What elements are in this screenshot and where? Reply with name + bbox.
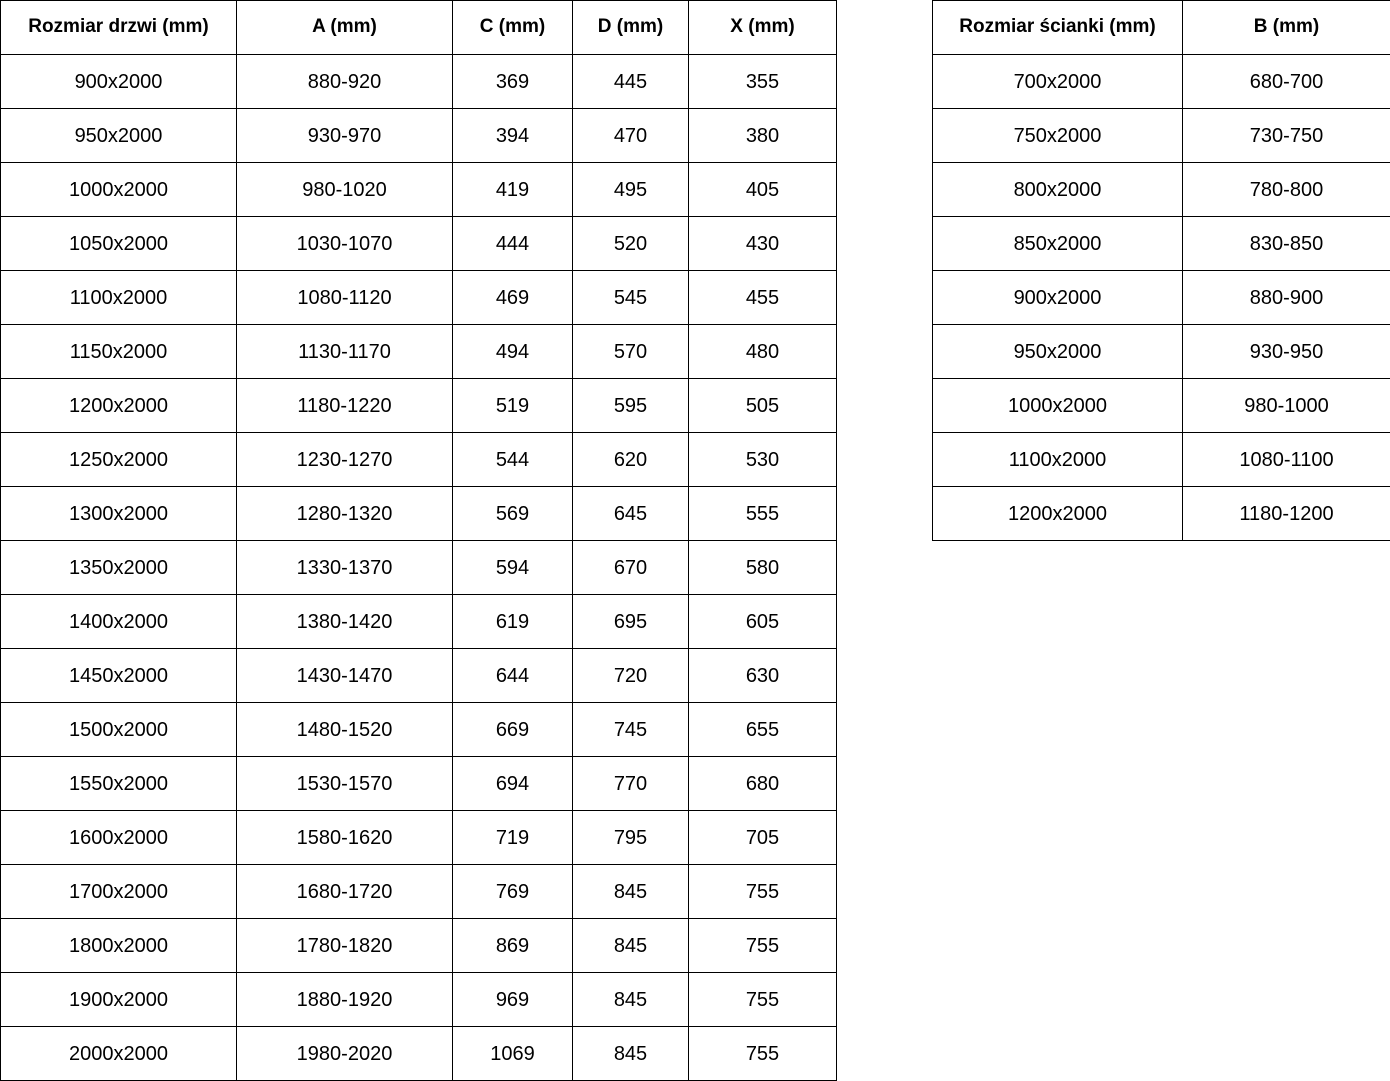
table-row xyxy=(1,865,837,919)
table-cell: 730-750 xyxy=(1183,109,1390,163)
table-cell: 930-970 xyxy=(237,109,453,163)
table-row xyxy=(1,919,837,973)
table-cell: 495 xyxy=(573,163,689,217)
column-header-x: X (mm) xyxy=(689,1,837,55)
table-cell: 520 xyxy=(573,217,689,271)
table-cell: 569 xyxy=(453,487,573,541)
table-cell: 755 xyxy=(689,865,837,919)
column-header-d: D (mm) xyxy=(573,1,689,55)
table-cell: 900x2000 xyxy=(1,55,237,109)
table-cell: 745 xyxy=(573,703,689,757)
table-cell: 1230-1270 xyxy=(237,433,453,487)
table-cell: 720 xyxy=(573,649,689,703)
table-row xyxy=(1,703,837,757)
table-row xyxy=(933,487,1390,541)
wall-table-head xyxy=(933,1,1390,55)
table-cell: 755 xyxy=(689,973,837,1027)
table-cell: 1980-2020 xyxy=(237,1027,453,1081)
table-cell: 880-920 xyxy=(237,55,453,109)
table-cell: 700x2000 xyxy=(933,55,1183,109)
table-cell: 1900x2000 xyxy=(1,973,237,1027)
table-cell: 770 xyxy=(573,757,689,811)
table-cell: 1050x2000 xyxy=(1,217,237,271)
table-cell: 900x2000 xyxy=(933,271,1183,325)
table-cell: 469 xyxy=(453,271,573,325)
column-header-rozmiar-scianki: Rozmiar ścianki (mm) xyxy=(933,1,1183,55)
table-cell: 644 xyxy=(453,649,573,703)
table-row xyxy=(1,433,837,487)
table-row xyxy=(1,163,837,217)
table-row xyxy=(933,55,1390,109)
table-cell: 580 xyxy=(689,541,837,595)
table-cell: 394 xyxy=(453,109,573,163)
table-cell: 1350x2000 xyxy=(1,541,237,595)
table-cell: 570 xyxy=(573,325,689,379)
table-cell: 869 xyxy=(453,919,573,973)
table-cell: 1180-1220 xyxy=(237,379,453,433)
table-cell: 750x2000 xyxy=(933,109,1183,163)
table-row xyxy=(1,595,837,649)
table-header-row xyxy=(1,1,837,55)
table-cell: 369 xyxy=(453,55,573,109)
table-row xyxy=(1,55,837,109)
table-cell: 619 xyxy=(453,595,573,649)
table-cell: 845 xyxy=(573,919,689,973)
table-cell: 480 xyxy=(689,325,837,379)
table-cell: 930-950 xyxy=(1183,325,1390,379)
table-cell: 780-800 xyxy=(1183,163,1390,217)
table-cell: 419 xyxy=(453,163,573,217)
table-cell: 1000x2000 xyxy=(933,379,1183,433)
table-cell: 630 xyxy=(689,649,837,703)
table-cell: 1880-1920 xyxy=(237,973,453,1027)
table-cell: 755 xyxy=(689,919,837,973)
table-row xyxy=(1,1027,837,1081)
table-header-row xyxy=(933,1,1390,55)
table-row xyxy=(1,271,837,325)
table-cell: 1100x2000 xyxy=(933,433,1183,487)
table-cell: 1130-1170 xyxy=(237,325,453,379)
table-row xyxy=(1,757,837,811)
table-cell: 1030-1070 xyxy=(237,217,453,271)
table-cell: 1069 xyxy=(453,1027,573,1081)
table-row xyxy=(933,433,1390,487)
table-cell: 719 xyxy=(453,811,573,865)
table-cell: 1080-1120 xyxy=(237,271,453,325)
table-row xyxy=(1,973,837,1027)
table-cell: 1100x2000 xyxy=(1,271,237,325)
table-cell: 645 xyxy=(573,487,689,541)
table-cell: 755 xyxy=(689,1027,837,1081)
table-cell: 1330-1370 xyxy=(237,541,453,595)
table-cell: 655 xyxy=(689,703,837,757)
table-cell: 680-700 xyxy=(1183,55,1390,109)
table-cell: 1550x2000 xyxy=(1,757,237,811)
table-cell: 519 xyxy=(453,379,573,433)
table-row xyxy=(1,325,837,379)
table-row xyxy=(933,271,1390,325)
table-cell: 555 xyxy=(689,487,837,541)
table-cell: 1280-1320 xyxy=(237,487,453,541)
table-cell: 505 xyxy=(689,379,837,433)
table-cell: 1430-1470 xyxy=(237,649,453,703)
table-row xyxy=(933,217,1390,271)
table-cell: 444 xyxy=(453,217,573,271)
table-cell: 1580-1620 xyxy=(237,811,453,865)
table-cell: 1800x2000 xyxy=(1,919,237,973)
table-cell: 1500x2000 xyxy=(1,703,237,757)
table-cell: 670 xyxy=(573,541,689,595)
column-header-rozmiar-drzwi: Rozmiar drzwi (mm) xyxy=(1,1,237,55)
table-cell: 455 xyxy=(689,271,837,325)
table-cell: 694 xyxy=(453,757,573,811)
table-cell: 1150x2000 xyxy=(1,325,237,379)
table-cell: 695 xyxy=(573,595,689,649)
table-row xyxy=(1,811,837,865)
table-cell: 620 xyxy=(573,433,689,487)
table-cell: 795 xyxy=(573,811,689,865)
table-cell: 980-1020 xyxy=(237,163,453,217)
table-cell: 1530-1570 xyxy=(237,757,453,811)
table-cell: 1380-1420 xyxy=(237,595,453,649)
table-cell: 405 xyxy=(689,163,837,217)
wall-size-table xyxy=(932,0,1390,541)
table-row xyxy=(1,109,837,163)
column-header-a: A (mm) xyxy=(237,1,453,55)
table-cell: 1780-1820 xyxy=(237,919,453,973)
table-row xyxy=(1,541,837,595)
table-row xyxy=(1,487,837,541)
wall-table-body xyxy=(933,55,1390,541)
column-header-c: C (mm) xyxy=(453,1,573,55)
table-cell: 1080-1100 xyxy=(1183,433,1390,487)
table-row xyxy=(933,325,1390,379)
table-cell: 705 xyxy=(689,811,837,865)
table-cell: 1300x2000 xyxy=(1,487,237,541)
table-cell: 845 xyxy=(573,973,689,1027)
table-cell: 769 xyxy=(453,865,573,919)
table-cell: 1400x2000 xyxy=(1,595,237,649)
table-cell: 595 xyxy=(573,379,689,433)
table-row xyxy=(1,379,837,433)
table-cell: 594 xyxy=(453,541,573,595)
table-cell: 1600x2000 xyxy=(1,811,237,865)
table-cell: 950x2000 xyxy=(933,325,1183,379)
doors-table-head xyxy=(1,1,837,55)
table-cell: 380 xyxy=(689,109,837,163)
table-cell: 850x2000 xyxy=(933,217,1183,271)
table-cell: 950x2000 xyxy=(1,109,237,163)
table-cell: 969 xyxy=(453,973,573,1027)
table-cell: 355 xyxy=(689,55,837,109)
table-cell: 1450x2000 xyxy=(1,649,237,703)
table-cell: 1680-1720 xyxy=(237,865,453,919)
table-cell: 544 xyxy=(453,433,573,487)
table-cell: 1200x2000 xyxy=(933,487,1183,541)
table-cell: 530 xyxy=(689,433,837,487)
table-cell: 680 xyxy=(689,757,837,811)
table-row xyxy=(933,109,1390,163)
table-cell: 1480-1520 xyxy=(237,703,453,757)
column-header-b: B (mm) xyxy=(1183,1,1390,55)
table-cell: 605 xyxy=(689,595,837,649)
doors-table-body xyxy=(1,55,837,1081)
table-row xyxy=(933,379,1390,433)
table-cell: 1250x2000 xyxy=(1,433,237,487)
table-cell: 470 xyxy=(573,109,689,163)
table-cell: 2000x2000 xyxy=(1,1027,237,1081)
table-cell: 845 xyxy=(573,1027,689,1081)
table-cell: 669 xyxy=(453,703,573,757)
table-cell: 880-900 xyxy=(1183,271,1390,325)
table-cell: 800x2000 xyxy=(933,163,1183,217)
table-cell: 494 xyxy=(453,325,573,379)
table-cell: 845 xyxy=(573,865,689,919)
table-row xyxy=(1,649,837,703)
table-row xyxy=(933,163,1390,217)
table-cell: 1180-1200 xyxy=(1183,487,1390,541)
table-cell: 830-850 xyxy=(1183,217,1390,271)
table-cell: 545 xyxy=(573,271,689,325)
table-cell: 1000x2000 xyxy=(1,163,237,217)
table-cell: 1200x2000 xyxy=(1,379,237,433)
table-cell: 430 xyxy=(689,217,837,271)
table-cell: 980-1000 xyxy=(1183,379,1390,433)
table-cell: 1700x2000 xyxy=(1,865,237,919)
table-row xyxy=(1,217,837,271)
table-cell: 445 xyxy=(573,55,689,109)
